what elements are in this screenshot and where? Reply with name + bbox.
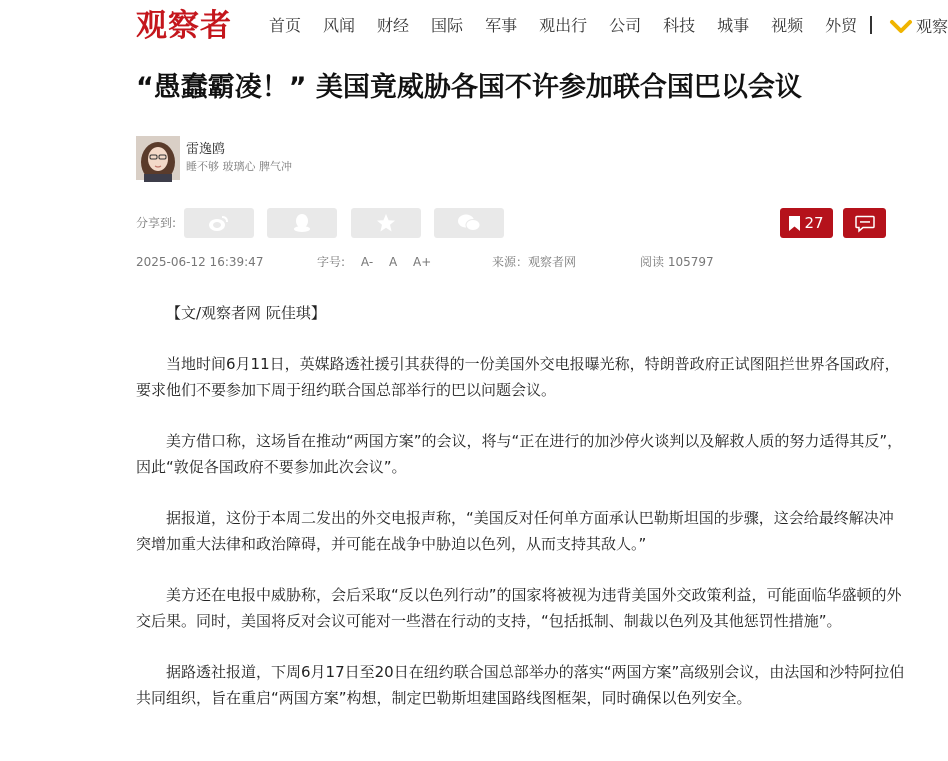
nav-item-city[interactable]: 城事 <box>717 16 750 35</box>
article-paragraph: 美方借口称，这场旨在推动“两国方案”的会议，将与“正在进行的加沙停火谈判以及解救人质的努力适得其反”，因此“敦促各国政府不要参加此次会议”。 <box>136 432 903 476</box>
article-paragraph: 【文/观察者网 阮佳琪】 <box>166 304 326 322</box>
nav-divider <box>870 16 872 34</box>
wechat-icon <box>457 213 481 233</box>
favorite-count: 27 <box>804 214 824 232</box>
article-paragraph: 据路透社报道，下周6月17日至20日在纽约联合国总部举办的落实“两国方案”高级别会议，由法国和沙特阿拉伯共同组织，旨在重启“两国方案”构想，制定巴勒斯坦建国路线图框架，同时确保以色列安全。 <box>136 663 905 707</box>
share-label: 分享到: <box>136 216 177 230</box>
author-info <box>186 142 292 175</box>
chevron-down-icon <box>890 18 912 34</box>
article-body <box>136 300 908 736</box>
article-paragraph: 美方还在电报中威胁称，会后采取“反以色列行动”的国家将被视为违背美国外交政策利益，可能面临华盛顿的外交后果。同时，美国将反对会议可能对一些潜在行动的支持，“包括抵制、制裁以色列及其他惩罚性措施”。 <box>136 586 902 630</box>
share-qq-button[interactable] <box>267 208 337 238</box>
site-logo[interactable]: 观察者 <box>136 8 232 44</box>
author-name[interactable]: 雷逸鸥 <box>186 141 226 157</box>
author-block <box>136 136 292 180</box>
publish-date: 2025-06-12 16:39:47 <box>136 255 264 269</box>
article-title: “愚蠢霸凌！” 美国竟威胁各国不许参加联合国巴以会议 <box>136 72 802 103</box>
nav-more-label: 观察 <box>916 17 948 36</box>
article-paragraph: 当地时间6月11日，英媒路透社援引其获得的一份美国外交电报曝光称，特朗普政府正试图阻拦世界各国政府，要求他们不要参加下周于纽约联合国总部举行的巴以问题会议。 <box>136 355 900 399</box>
article-paragraph: 据报道，这份于本周二发出的外交电报声称，“美国反对任何单方面承认巴勒斯坦国的步骤，这会给最终解决冲突增加重大法律和政治障碍，并可能在战争中胁迫以色列，从而支持其敌人。” <box>136 509 894 553</box>
nav-more-dropdown[interactable] <box>890 14 948 37</box>
top-nav <box>0 0 948 52</box>
share-qzone-button[interactable] <box>351 208 421 238</box>
font-size-label: 字号: <box>317 255 346 269</box>
font-size-increase-button[interactable]: A+ <box>413 255 432 269</box>
nav-item-international[interactable]: 国际 <box>431 16 464 35</box>
font-size-default-button[interactable]: A <box>388 255 398 269</box>
nav-item-fengwen[interactable]: 风闻 <box>323 16 356 35</box>
comment-icon <box>855 215 875 232</box>
nav-item-trade[interactable]: 外贸 <box>825 16 858 35</box>
avatar-image <box>136 136 180 180</box>
nav-item-home[interactable]: 首页 <box>269 16 302 35</box>
nav-menu <box>258 14 868 38</box>
share-weibo-button[interactable] <box>184 208 254 238</box>
nav-item-finance[interactable]: 财经 <box>377 16 410 35</box>
font-size-control <box>317 254 431 270</box>
read-count: 阅读 105797 <box>640 255 714 269</box>
qq-icon <box>293 213 311 233</box>
share-wechat-button[interactable] <box>434 208 504 238</box>
nav-item-tech[interactable]: 科技 <box>663 16 696 35</box>
nav-item-military[interactable]: 军事 <box>485 16 518 35</box>
font-size-decrease-button[interactable]: A- <box>360 255 374 269</box>
nav-item-company[interactable]: 公司 <box>609 16 642 35</box>
qzone-star-icon <box>376 213 396 233</box>
article-source: 来源：观察者网 <box>492 255 577 269</box>
weibo-icon <box>208 214 230 232</box>
nav-item-video[interactable]: 视频 <box>771 16 804 35</box>
nav-item-travel[interactable]: 观出行 <box>539 16 588 35</box>
author-signature: 睡不够 玻璃心 脾气冲 <box>186 159 292 173</box>
favorite-button[interactable] <box>780 208 833 238</box>
author-avatar[interactable] <box>136 136 180 180</box>
comment-button[interactable] <box>843 208 886 238</box>
bookmark-icon <box>789 216 800 231</box>
